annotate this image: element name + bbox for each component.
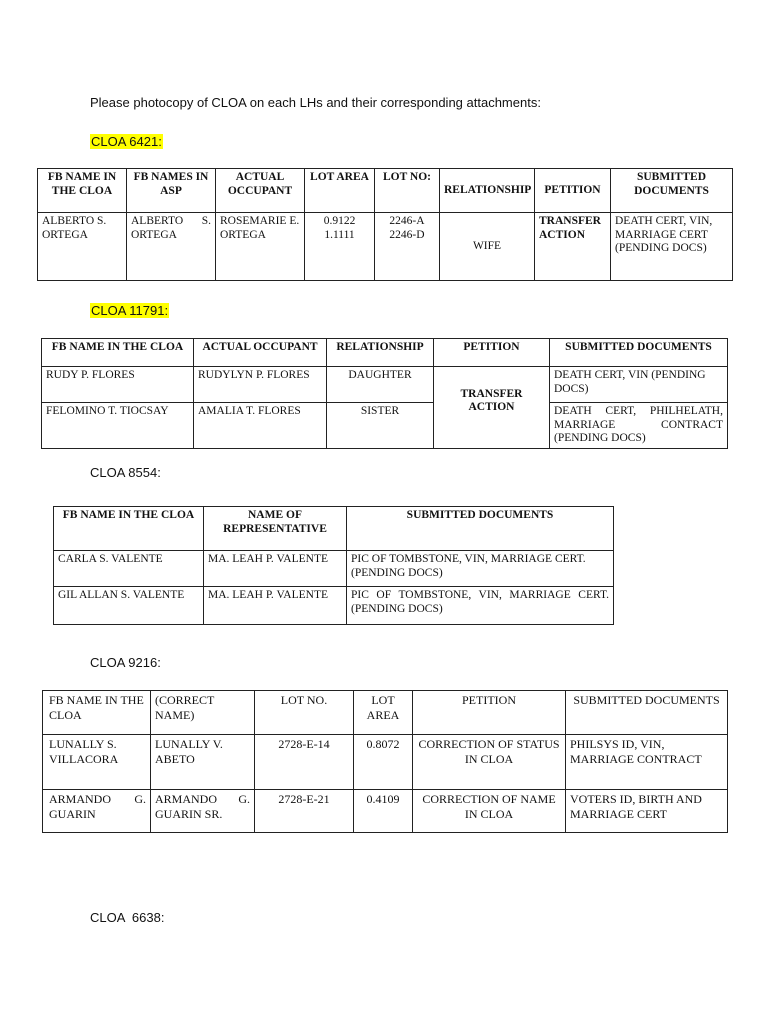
col-header: LOT AREA	[354, 691, 413, 735]
representative-cell: MA. LEAH P. VALENTE	[204, 587, 347, 625]
documents-cell: VOTERS ID, BIRTH AND MARRIAGE CERT	[566, 790, 728, 833]
documents-cell: PIC OF TOMBSTONE, VIN, MARRIAGE CERT. (PENDING DOCS)	[347, 551, 614, 587]
lot-no-cell	[375, 213, 440, 281]
col-header: (CORRECT NAME)	[151, 691, 255, 735]
col-header: ACTUAL OCCUPANT	[194, 339, 327, 367]
col-header: SUBMITTED DOCUMENTS	[611, 169, 733, 213]
representative-cell: MA. LEAH P. VALENTE	[204, 551, 347, 587]
cloa-label-highlight: CLOA 11791:	[91, 303, 169, 318]
table-row	[42, 403, 728, 449]
col-header: RELATIONSHIP	[440, 169, 535, 213]
col-header: FB NAME IN THE CLOA	[43, 691, 151, 735]
fb-name-cell: ALBERTO S. ORTEGA	[38, 213, 127, 281]
col-header: NAME OF REPRESENTATIVE	[204, 507, 347, 551]
cloa-label-highlight: CLOA 6421:	[91, 134, 162, 149]
table-row	[43, 790, 728, 833]
table-row	[42, 367, 728, 403]
fb-name-cell: RUDY P. FLORES	[42, 367, 194, 403]
col-header: LOT AREA	[305, 169, 375, 213]
relationship-cell: DAUGHTER	[327, 367, 434, 403]
table-row	[54, 587, 614, 625]
cloa-8554-table	[53, 506, 614, 625]
documents-cell: PHILSYS ID, VIN, MARRIAGE CONTRACT	[566, 735, 728, 790]
cloa-6421-label	[90, 134, 163, 149]
table-header-row	[54, 507, 614, 551]
table-row	[54, 551, 614, 587]
col-header: FB NAME IN THE CLOA	[54, 507, 204, 551]
asp-name-cell: ALBERTO S. ORTEGA	[127, 213, 216, 281]
col-header: LOT NO:	[375, 169, 440, 213]
lot-area-cell: 0.8072	[354, 735, 413, 790]
relationship-cell: SISTER	[327, 403, 434, 449]
lot-no-cell: 2728-E-21	[255, 790, 354, 833]
lot-no-value: 2246-D	[389, 228, 425, 241]
occupant-cell: ROSEMARIE E. ORTEGA	[216, 213, 305, 281]
table-row	[38, 213, 733, 281]
col-header: PETITION	[413, 691, 566, 735]
lot-area-value: 0.9122	[323, 215, 356, 227]
petition-cell: CORRECTION OF NAME IN CLOA	[413, 790, 566, 833]
cloa-11791-table	[41, 338, 728, 449]
table-header-row	[38, 169, 733, 213]
lot-area-value: 1.1111	[324, 228, 355, 241]
intro-text: Please photocopy of CLOA on each LHs and their corresponding attachments:	[90, 95, 541, 110]
col-header: FB NAMES IN ASP	[127, 169, 216, 213]
col-header: SUBMITTED DOCUMENTS	[566, 691, 728, 735]
cloa-8554-label: CLOA 8554:	[90, 465, 161, 480]
lot-area-cell: 0.4109	[354, 790, 413, 833]
petition-cell: TRANSFER ACTION	[434, 367, 550, 449]
occupant-cell: RUDYLYN P. FLORES	[194, 367, 327, 403]
petition-cell: TRANSFER ACTION	[535, 213, 611, 281]
col-header: LOT NO.	[255, 691, 354, 735]
col-header: RELATIONSHIP	[327, 339, 434, 367]
correct-name-cell: LUNALLY V. ABETO	[151, 735, 255, 790]
documents-cell: DEATH CERT, VIN, MARRIAGE CERT (PENDING DOCS)	[611, 213, 733, 281]
documents-cell: DEATH CERT, PHILHELATH, MARRIAGE CONTRACT (PENDING DOCS)	[550, 403, 728, 449]
fb-name-cell: ARMANDO G. GUARIN	[43, 790, 151, 833]
fb-name-cell: LUNALLY S. VILLACORA	[43, 735, 151, 790]
lot-area-cell	[305, 213, 375, 281]
col-header: FB NAME IN THE CLOA	[38, 169, 127, 213]
fb-name-cell: CARLA S. VALENTE	[54, 551, 204, 587]
col-header: FB NAME IN THE CLOA	[42, 339, 194, 367]
petition-cell: CORRECTION OF STATUS IN CLOA	[413, 735, 566, 790]
fb-name-cell: FELOMINO T. TIOCSAY	[42, 403, 194, 449]
lot-no-cell: 2728-E-14	[255, 735, 354, 790]
col-header: PETITION	[535, 169, 611, 213]
cloa-6638-label: CLOA 6638:	[90, 910, 165, 925]
table-header-row	[43, 691, 728, 735]
col-header: SUBMITTED DOCUMENTS	[550, 339, 728, 367]
documents-cell: DEATH CERT, VIN (PENDING DOCS)	[550, 367, 728, 403]
cloa-9216-table	[42, 690, 728, 833]
fb-name-cell: GIL ALLAN S. VALENTE	[54, 587, 204, 625]
table-header-row	[42, 339, 728, 367]
documents-cell: PIC OF TOMBSTONE, VIN, MARRIAGE CERT. (PENDING DOCS)	[347, 587, 614, 625]
correct-name-cell: ARMANDO G. GUARIN SR.	[151, 790, 255, 833]
cloa-6421-table	[37, 168, 733, 281]
occupant-cell: AMALIA T. FLORES	[194, 403, 327, 449]
cloa-11791-label	[90, 303, 169, 318]
col-header: ACTUAL OCCUPANT	[216, 169, 305, 213]
cloa-9216-label: CLOA 9216:	[90, 655, 161, 670]
lot-no-value: 2246-A	[389, 215, 425, 227]
col-header: PETITION	[434, 339, 550, 367]
table-row	[43, 735, 728, 790]
relationship-cell: WIFE	[440, 213, 535, 281]
col-header: SUBMITTED DOCUMENTS	[347, 507, 614, 551]
